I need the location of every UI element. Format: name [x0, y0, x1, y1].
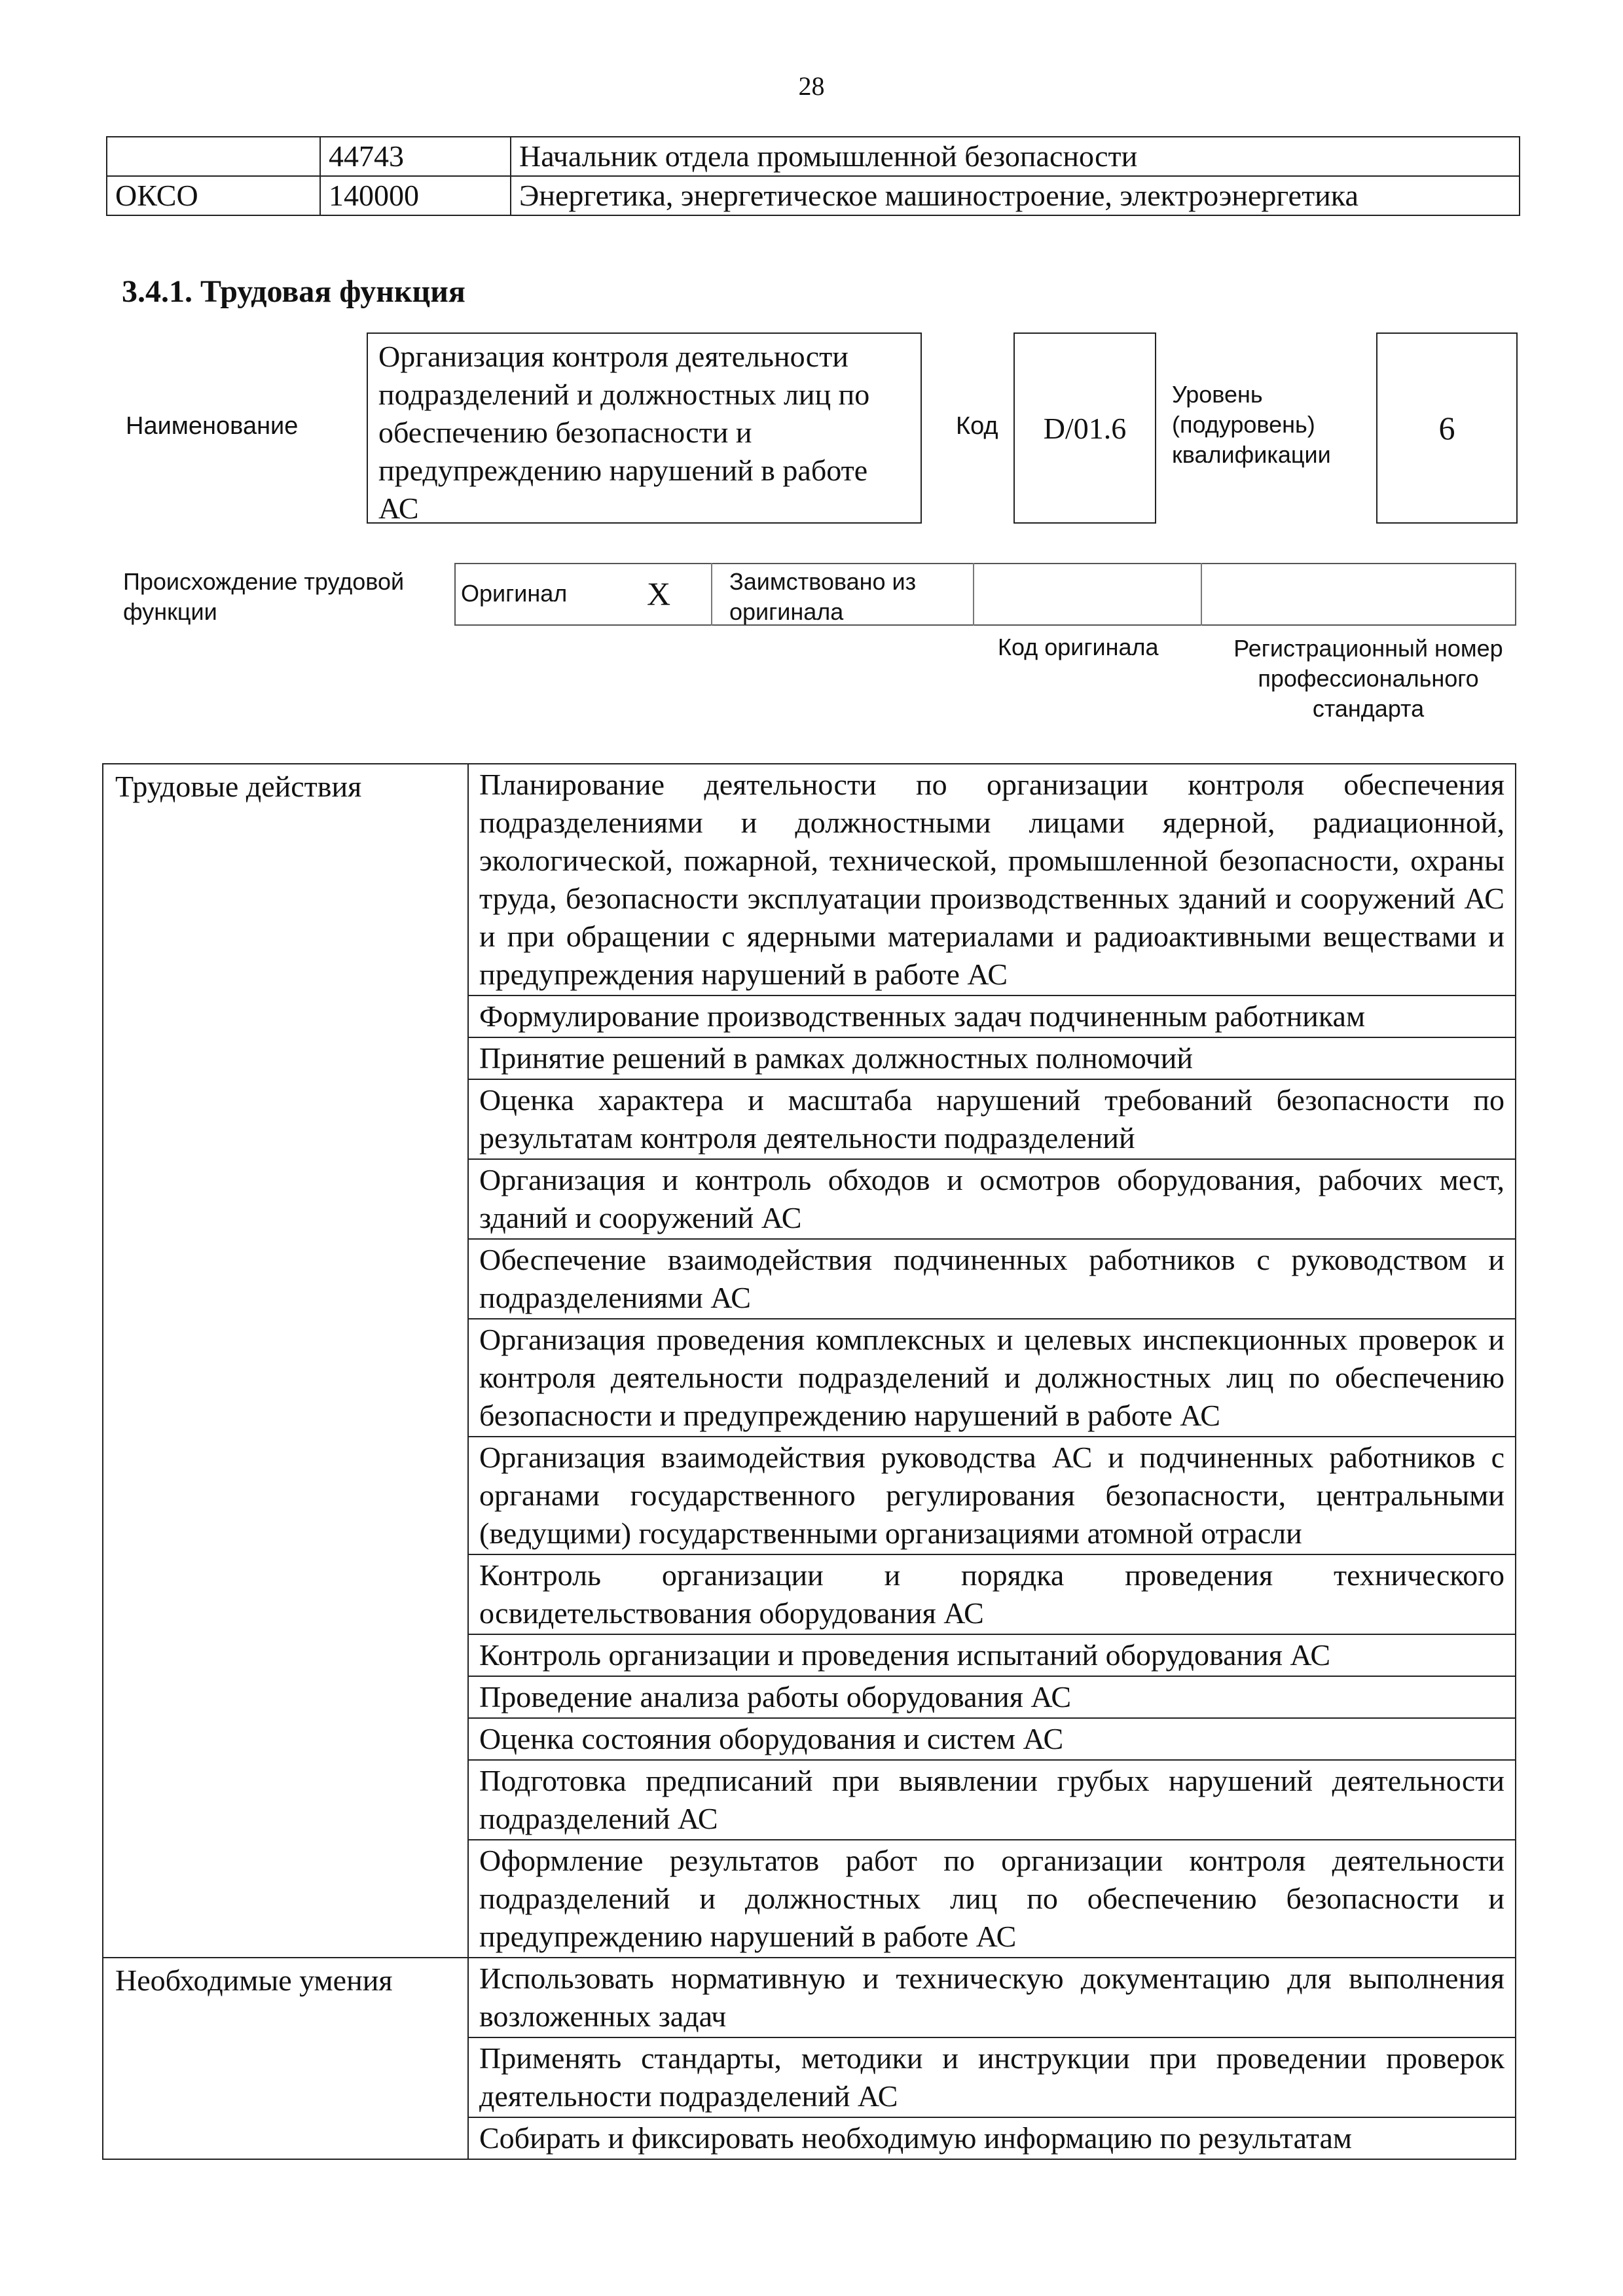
reg-caption-line: профессионального	[1258, 665, 1479, 692]
function-name-label: Наименование	[126, 412, 299, 440]
origin-borrowed-label	[729, 567, 916, 627]
labor-function-table	[102, 763, 1516, 2160]
divider	[1201, 563, 1202, 626]
classifier-cell: ОКСО	[107, 176, 320, 215]
table-row	[103, 764, 1516, 996]
level-label-line: квалификации	[1172, 441, 1331, 468]
divider	[711, 563, 712, 626]
action-item: Проведение анализа работы оборудования АС	[468, 1676, 1516, 1718]
origin-original-mark: X	[647, 575, 671, 612]
borrowed-label-line: Заимствовано из	[729, 568, 917, 595]
action-item: Организация проведения комплексных и целевых инспекционных проверок и контроля деятельности подразделений и должностных лиц по обеспечению безопасности и предупреждению нарушений в работе АС	[468, 1319, 1516, 1437]
action-item: Оформление результатов работ по организации контроля деятельности подразделений и должностных лиц по обеспечению безопасности и предупреждению нарушений в работе АС	[468, 1840, 1516, 1958]
actions-header: Трудовые действия	[103, 764, 468, 1958]
action-item: Формулирование производственных задач подчиненным работникам	[468, 996, 1516, 1037]
origin-label	[123, 567, 404, 627]
function-code-value: D/01.6	[1013, 332, 1156, 524]
action-item: Организация взаимодействия руководства АС и подчиненных работников с органами государственного регулирования безопасности, центральными (ведущими) государственными организациями атомной отрасли	[468, 1437, 1516, 1554]
level-label-line: Уровень	[1172, 381, 1263, 408]
skill-item: Использовать нормативную и техническую документацию для выполнения возложенных задач	[468, 1958, 1516, 2037]
action-item: Обеспечение взаимодействия подчиненных работников с руководством и подразделениями АС	[468, 1239, 1516, 1319]
qualification-level-value: 6	[1376, 332, 1518, 524]
table-row	[107, 176, 1520, 215]
code-cell: 44743	[320, 137, 511, 176]
action-item: Принятие решений в рамках должностных полномочий	[468, 1037, 1516, 1079]
skill-item: Применять стандарты, методики и инструкции при проведении проверок деятельности подразделений АС	[468, 2037, 1516, 2117]
function-code-label: Код	[956, 412, 998, 440]
table-row	[107, 137, 1520, 176]
code-cell: 140000	[320, 176, 511, 215]
skills-header: Необходимые умения	[103, 1958, 468, 2159]
skill-item: Собирать и фиксировать необходимую информацию по результатам	[468, 2117, 1516, 2159]
divider	[973, 563, 974, 626]
action-item: Оценка состояния оборудования и систем АС	[468, 1718, 1516, 1760]
classifier-cell	[107, 137, 320, 176]
level-label-line: (подуровень)	[1172, 411, 1315, 438]
origin-label-line: функции	[123, 598, 217, 625]
origin-label-line: Происхождение трудовой	[123, 568, 405, 595]
name-cell: Начальник отдела промышленной безопасности	[511, 137, 1520, 176]
name-cell: Энергетика, энергетическое машиностроение, электроэнергетика	[511, 176, 1520, 215]
action-item: Контроль организации и проведения испытаний оборудования АС	[468, 1634, 1516, 1676]
function-name-value: Организация контроля деятельности подразделений и должностных лиц по обеспечению безопасности и предупреждению нарушений в работе АС	[367, 332, 922, 524]
section-heading: 3.4.1. Трудовая функция	[122, 274, 465, 309]
action-item: Подготовка предписаний при выявлении грубых нарушений деятельности подразделений АС	[468, 1760, 1516, 1840]
borrowed-label-line: оригинала	[729, 598, 844, 625]
action-item: Планирование деятельности по организации контроля обеспечения подразделениями и должностными лицами ядерной, радиационной, экологической, пожарной, технической, промышленной безопасности, охраны труда, безопасности эксплуатации производственных зданий и сооружений АС и при обращении с ядерными материалами и радиоактивными веществами и предупреждения нарушений в работе АС	[468, 764, 1516, 996]
action-item: Оценка характера и масштаба нарушений требований безопасности по результатам контроля деятельности подразделений	[468, 1079, 1516, 1159]
origin-strip	[454, 563, 1516, 626]
qualification-level-label	[1172, 380, 1331, 470]
occupation-codes-table	[106, 136, 1520, 216]
action-item: Организация и контроль обходов и осмотров оборудования, рабочих мест, зданий и сооружений АС	[468, 1159, 1516, 1239]
page-number: 28	[798, 71, 825, 101]
registration-number-caption	[1218, 634, 1519, 724]
reg-caption-line: Регистрационный номер	[1233, 635, 1503, 662]
original-code-caption: Код оригинала	[998, 634, 1159, 660]
table-row	[103, 1958, 1516, 2037]
reg-caption-line: стандарта	[1312, 695, 1425, 722]
action-item: Контроль организации и порядка проведения технического освидетельствования оборудования АС	[468, 1554, 1516, 1634]
origin-original-label: Оригинал	[461, 580, 568, 607]
